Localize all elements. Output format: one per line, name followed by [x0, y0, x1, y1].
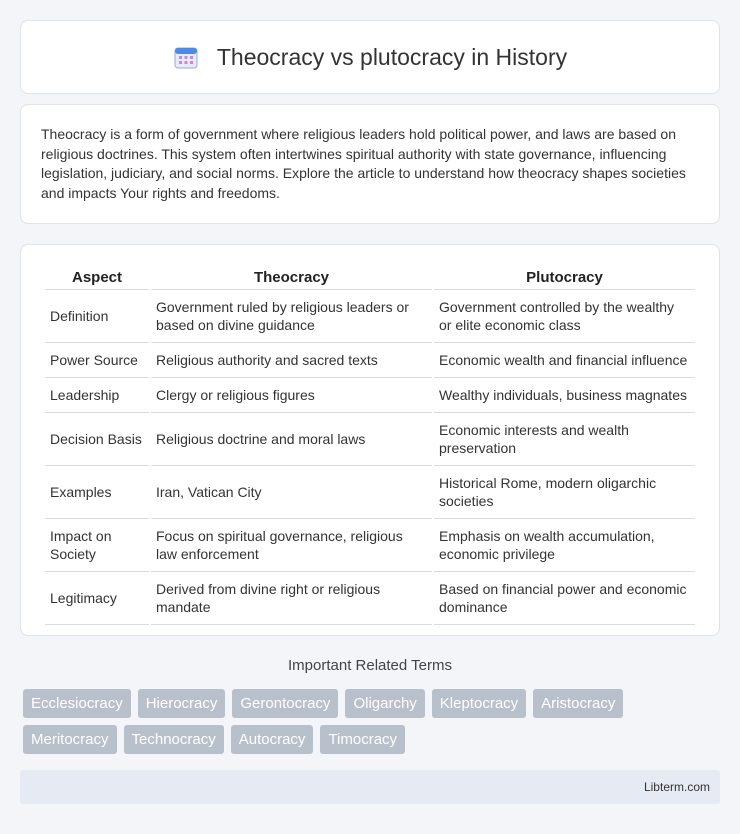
related-term-tag[interactable]: Ecclesiocracy: [23, 689, 131, 718]
table-cell: Decision Basis: [45, 413, 149, 466]
table-row: [45, 413, 695, 466]
table-cell: Historical Rome, modern oligarchic societies: [434, 466, 695, 519]
table-cell: Government controlled by the wealthy or elite economic class: [434, 290, 695, 343]
intro-card: [20, 104, 720, 224]
related-term-tag[interactable]: Aristocracy: [533, 689, 623, 718]
comparison-table-card: [20, 244, 720, 636]
table-cell: Leadership: [45, 378, 149, 413]
intro-text: Theocracy is a form of government where religious leaders hold political power, and laws are based on religious doctrines. This system often intertwines spiritual authority with state governance, influencing legislation, judiciary, and social norms. Explore the article to understand how theocracy shapes societies and impacts Your rights and freedoms.: [41, 126, 686, 201]
table-row: [45, 466, 695, 519]
table-row: [45, 290, 695, 343]
table-cell: Derived from divine right or religious mandate: [151, 572, 432, 625]
footer-site-link[interactable]: Libterm.com: [643, 780, 710, 794]
footer: [20, 770, 720, 804]
table-cell: Emphasis on wealth accumulation, economic privilege: [434, 519, 695, 572]
header-card: [20, 20, 720, 94]
table-cell: Legitimacy: [45, 572, 149, 625]
column-header: Theocracy: [151, 263, 432, 290]
related-terms-title: Important Related Terms: [288, 657, 452, 674]
column-header: Aspect: [45, 263, 149, 290]
calendar-icon: [173, 44, 199, 70]
table-cell: Religious doctrine and moral laws: [151, 413, 432, 466]
comparison-table: [43, 263, 697, 625]
related-term-tag[interactable]: Autocracy: [231, 725, 314, 754]
related-terms-list: [23, 689, 723, 754]
table-header-row: [45, 263, 695, 290]
table-cell: Clergy or religious figures: [151, 378, 432, 413]
table-row: [45, 519, 695, 572]
table-row: [45, 343, 695, 378]
table-cell: Examples: [45, 466, 149, 519]
related-term-tag[interactable]: Timocracy: [320, 725, 405, 754]
table-cell: Economic interests and wealth preservation: [434, 413, 695, 466]
table-cell: Religious authority and sacred texts: [151, 343, 432, 378]
table-cell: Power Source: [45, 343, 149, 378]
table-cell: Definition: [45, 290, 149, 343]
related-term-tag[interactable]: Kleptocracy: [432, 689, 526, 718]
table-cell: Wealthy individuals, business magnates: [434, 378, 695, 413]
related-term-tag[interactable]: Oligarchy: [345, 689, 424, 718]
table-cell: Impact on Society: [45, 519, 149, 572]
table-cell: Economic wealth and financial influence: [434, 343, 695, 378]
related-term-tag[interactable]: Meritocracy: [23, 725, 117, 754]
table-row: [45, 378, 695, 413]
related-term-tag[interactable]: Technocracy: [124, 725, 224, 754]
table-cell: Iran, Vatican City: [151, 466, 432, 519]
related-term-tag[interactable]: Gerontocracy: [232, 689, 338, 718]
column-header: Plutocracy: [434, 263, 695, 290]
table-row: [45, 572, 695, 625]
table-cell: Focus on spiritual governance, religious law enforcement: [151, 519, 432, 572]
page-title: Theocracy vs plutocracy in History: [216, 43, 568, 70]
table-cell: Government ruled by religious leaders or based on divine guidance: [151, 290, 432, 343]
related-term-tag[interactable]: Hierocracy: [138, 689, 226, 718]
table-cell: Based on financial power and economic dominance: [434, 572, 695, 625]
